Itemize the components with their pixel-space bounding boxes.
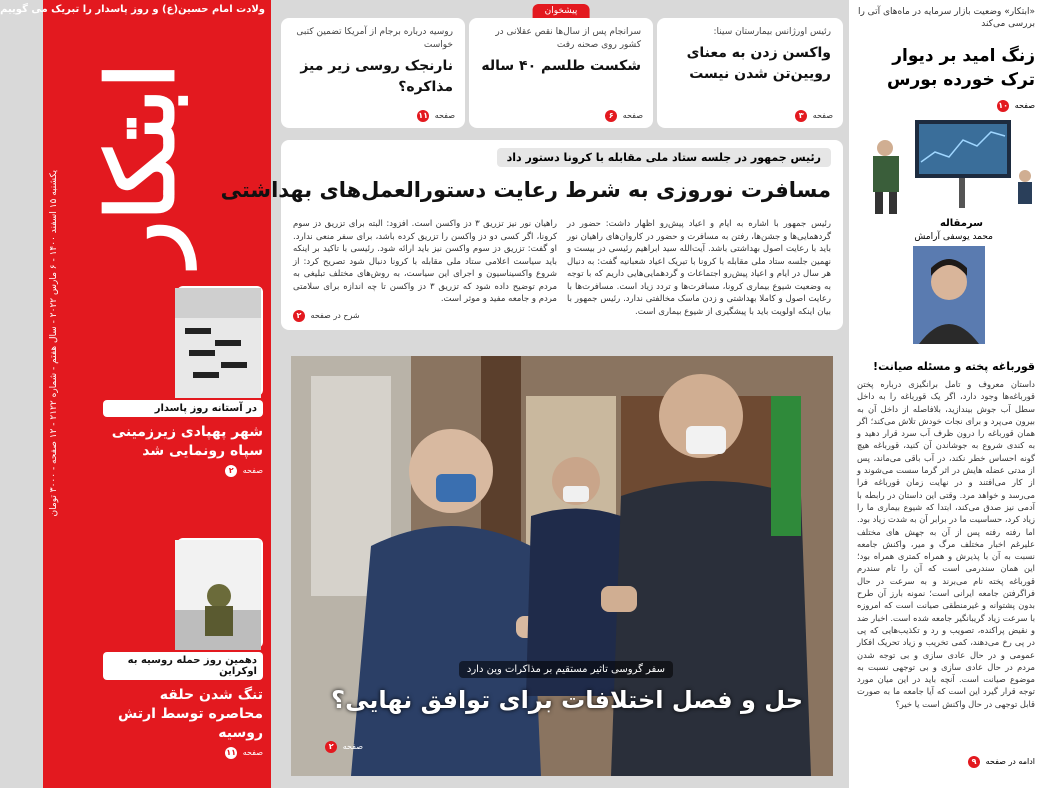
page-ref: صفحه ۶: [605, 110, 643, 122]
teaser-kicker: روسیه درباره برجام از آمریکا تضمین کتبی خواست: [296, 27, 453, 50]
right-headline[interactable]: زنگ امید بر دیوار ترک خورده بورس: [887, 46, 1035, 90]
photo-headline: حل و فصل اختلافات برای توافق نهایی؟: [331, 686, 803, 714]
page-ref: صفحه ۲: [325, 741, 363, 753]
lead-story[interactable]: [220, 140, 843, 330]
story-headline: تنگ شدن حلقه محاصره توسط ارتش روسیه: [118, 687, 263, 741]
greeting-line: ولادت امام حسین(ع) و روز پاسدار را تبریک می گوییم: [0, 4, 265, 15]
page-ref: صفحه ۲: [103, 465, 263, 477]
page-ref: صفحه ۱۱: [226, 748, 263, 757]
right-column: [849, 0, 1043, 788]
story-caption: دهمین روز حمله روسیه به اوکراین: [103, 652, 263, 680]
story-thumbnail: [177, 286, 263, 396]
left-story-card[interactable]: [103, 286, 263, 477]
editorial-author: محمد یوسفی آرامش: [914, 232, 993, 242]
teaser-card[interactable]: [281, 18, 465, 128]
lead-column: راهیان نور نیز تزریق ۳ دز واکسن است. افزود: البته برای تزریق دز سوم کرونا، اگر کسی دو دز واکسن را تزریق کرده باشد، برای سفر منعی ندارد. او گفت: تزریق دز سوم واکسن نیز باید ارائه شود. رئیسی با تاکید بر اینکه باید سیاست اعلامی ستاد ملی مقابله با کرونا دنبال شود تصریح کرد: از شروع واکسیناسیون و اجرای این سیاست، به روش‌های مختلف تبلیغی به مردم توضیح داده شود که تزریق ۳ دز واکسن تا چه اندازه برای سلامتی مردم و جامعه مفید و موثر است.: [293, 219, 557, 304]
lead-kicker: رئیس جمهور در جلسه ستاد ملی مقابله با کرونا دستور داد: [497, 148, 831, 167]
left-story-card[interactable]: [103, 538, 263, 759]
story-thumbnail: [177, 538, 263, 648]
svg-text:ابتکار: ابتکار: [87, 62, 195, 266]
photo-subhead: سفر گروسی تاثیر مستقیم بر مذاکرات وین دارد: [459, 661, 673, 678]
stock-market-illustration: [855, 112, 1037, 216]
lead-column: رئیس جمهور با اشاره به ایام و اعیاد پیش‌رو اظهار داشت: حضور در گردهمایی‌ها و جشن‌ها، رفتن به مسافرت و حضور در کاروان‌های راهیان نور باید با رعایت اصول بهداشتی باشد. آیت‌الله سید ابراهیم رئیسی در بیست و نهمین جلسه ستاد ملی مقابله با کرونا با تبریک اعیاد شعبانیه گفت: به دنبال هر سال در ایام و اعیاد پیش‌رو اجتماعات و گردهمایی‌هایی داریم که با توجه به وضعیت شیوع بیماری کرونا، مسافرت‌ها و تردد زیاد است. مسافرت‌ها با رعایت اصول و کاملا بهداشتی و زدن ماسک مخالفتی ندارد. رئیس جمهور با بیان اینکه اولویت باید با پیشگیری از شیوع بیماری است.: [567, 219, 831, 317]
author-avatar: [913, 246, 985, 344]
teaser-kicker: رئیس اورژانس بیمارستان سینا:: [713, 27, 831, 37]
masthead-column: [0, 0, 271, 788]
editorial-label: سرمقاله: [939, 218, 983, 229]
continue-link[interactable]: شرح در صفحه ۲: [293, 310, 360, 322]
story-headline: شهر پهپادی زیرزمینی سپاه رونمایی شد: [111, 424, 263, 459]
teaser-title: شکست طلسم ۴۰ ساله: [481, 58, 641, 74]
newspaper-logo: [83, 14, 263, 284]
teaser-kicker: سرانجام پس از سال‌ها نقص عقلانی در کشور روی صحنه رفت: [495, 27, 641, 50]
teaser-title: نارنجک روسی زیر میز مذاکره؟: [300, 58, 453, 95]
lead-body: [293, 218, 831, 318]
story-caption: در آستانه روز پاسدار: [103, 400, 263, 417]
page-ref: صفحه ۱۰: [998, 101, 1035, 110]
editorial-body: داستان معروف و تامل برانگیزی درباره پختن قورباغه‌ها وجود دارد، اگر یک قورباغه را به داخل سطل آب جوش بیندازید، بلافاصله از داخل آن به بیرون می‌پرد و برای نجات خودش تلاش می‌کند؛ اگر همان قورباغه را درون ظرف آب سرد قرار دهید و به کندی شروع به جوشاندن آن کنید، قورباغه هیچ گونه احساس خطر نکند، در آب باقی می‌ماند، پس از مدتی عضله هایش در اثر گرما سست می‌شوند و از کار می‌افتند و در نهایت زمان قورباغه فرا می‌رسد و خواهد مرد. وقتی این داستان در رابطه با آدمی نیز صدق می‌کند، ابتدا که شیوع بیماری ما را زیاد کرد، حساسیت ما در برابر آن به شدت زیاد بود. اما رفته رفته پس از آن به جهش های مختلف علیرغم اخبار مختلف مرگ و میر، واکنش جامعه نسبت به آن با پذیرش و همراه کمتری همراه بود؛ این همان سندرمی است که آن را تام سندرم قورباغه پخته نام می‌برند و به سرعت در حال فراگرفتن جامعه ایرانی است؛ نمونه بارز آن طرح بدون پشتوانه و غیرمنطقی صیانت است که امروزه با سرعت زیاد گریبانگیر جامعه شده است. اخبار ضد و نقیض پراکنده، تصویب و رد و تکذیب‌هایی که پی در پی رخ می‌دهند، کمی تخریب و زیاد تحریک افکار عمومی و در حال عادی سازی و بی توجه شدن مردم در حال عادی سازی و بی توجهی نسبت به موضوع صیانت است. آنچه باید در این میان مورد توجه قرار گیرد این است که آیا جامعه ما به صورت قابل توجهی در حال واکنش است یا خیر؟: [857, 379, 1035, 709]
teaser-card[interactable]: [469, 6, 653, 128]
continue-link[interactable]: ادامه در صفحه ۹: [968, 756, 1035, 768]
page-ref: صفحه ۱۱: [418, 111, 455, 120]
lead-headline: مسافرت نوروزی به شرط رعایت دستورالعمل‌های بهداشتی: [220, 178, 831, 202]
date-line: یکشنبه ۱۵ اسفند ۱۴۰۰ - ۶ مارس ۲۰۲۲ - سال هفتم - شماره ۲۱۲۲ - ۱۲ صفحه - ۳۰۰۰ تومان: [49, 170, 59, 517]
ribbon-label: پیشخوان: [533, 4, 590, 18]
editorial-title[interactable]: قورباغه پخته و مسئله صیانت!: [873, 360, 1035, 373]
main-photo: [291, 356, 833, 776]
teaser-card[interactable]: [657, 18, 843, 128]
teaser-title: واکسن زدن به معنای رویین‌تن شدن نیست: [686, 45, 831, 82]
right-kicker: «ابتکار» وضعیت بازار سرمایه در ماه‌های آتی را بررسی می‌کند: [857, 7, 1035, 29]
page-ref: صفحه ۳: [795, 110, 833, 122]
